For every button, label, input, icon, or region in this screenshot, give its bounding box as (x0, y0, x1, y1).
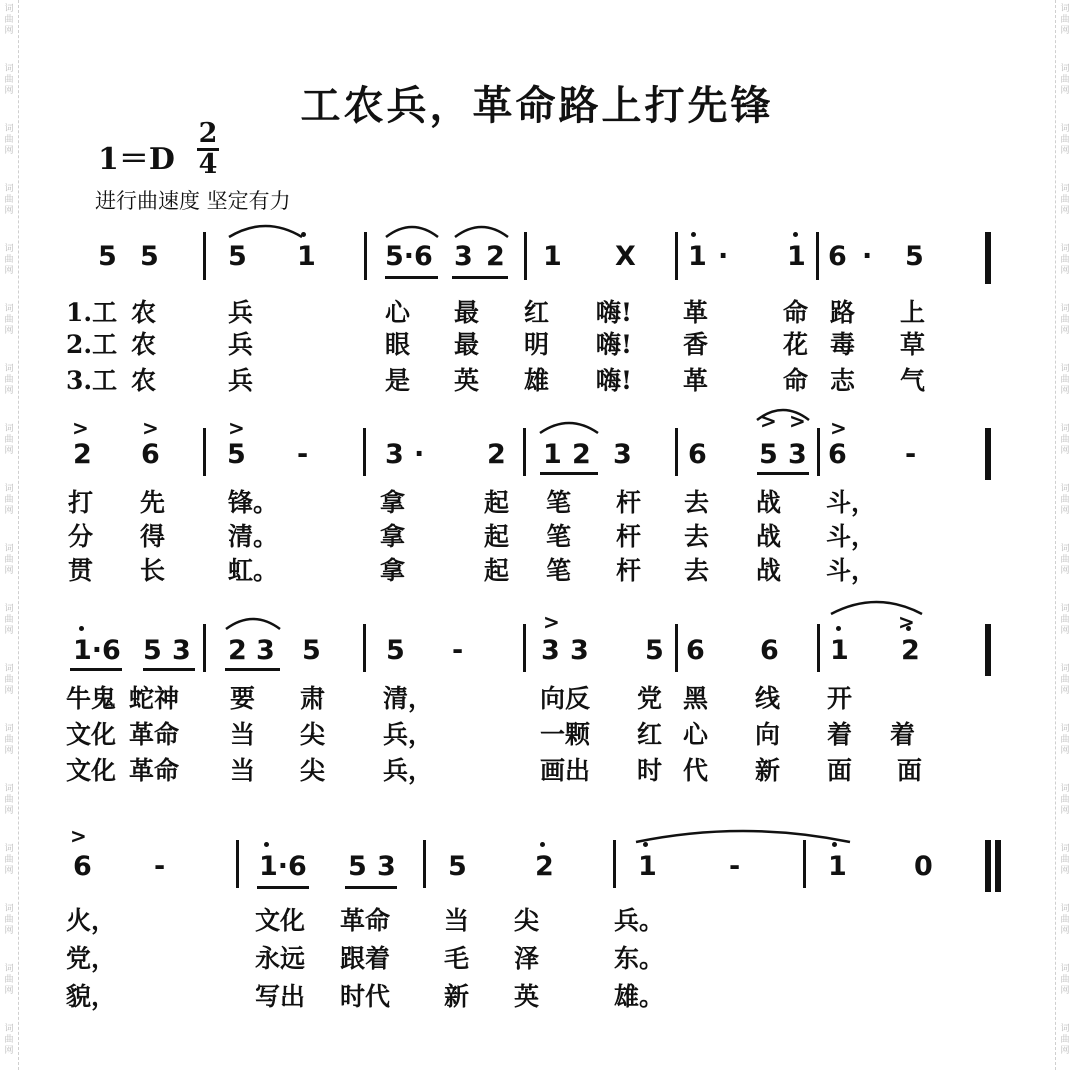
lyric-syllable: 长 (140, 556, 166, 585)
lyric-syllable: 尖 (514, 906, 540, 935)
lyric-syllable: 是 (385, 366, 411, 395)
accent-mark: > (898, 610, 915, 634)
barline (203, 232, 206, 280)
watermark-text: 词曲网 (1060, 364, 1070, 396)
watermark-text: 词曲网 (4, 424, 14, 456)
watermark-text: 词曲网 (4, 304, 14, 336)
lyric-syllable: 面 (897, 756, 923, 785)
lyric-syllable: 兵。 (614, 906, 665, 935)
lyric-syllable: 去 (684, 488, 710, 517)
barline (363, 624, 366, 672)
note: 5·6 (385, 241, 433, 272)
lyric-syllable: 锋。 (228, 488, 279, 517)
note: · (718, 241, 729, 272)
lyric-syllable: 革命 (129, 756, 180, 785)
lyric-syllable: 笔 (546, 522, 572, 551)
lyric-syllable: 着 (827, 720, 853, 749)
lyric-syllable: 要 (230, 684, 256, 713)
octave-dot (643, 842, 648, 847)
lyric-syllable: 党， (66, 944, 117, 973)
watermark-text: 词曲网 (1060, 604, 1070, 636)
note: 5 (759, 439, 778, 470)
time-denominator: 4 (198, 149, 218, 180)
tempo-marking: 进行曲速度 坚定有力 (95, 189, 291, 213)
lyric-syllable: 开 (827, 684, 853, 713)
lyric-syllable: 永远 (255, 944, 306, 973)
barline (524, 232, 527, 280)
lyric-syllable: 英 (454, 366, 480, 395)
note: 6 (828, 439, 847, 470)
lyric-syllable: 战 (756, 488, 782, 517)
octave-dot (832, 842, 837, 847)
lyric-syllable: 一颗 (540, 720, 591, 749)
barline (423, 840, 426, 888)
note: 3 (788, 439, 807, 470)
note: 1·6 (73, 635, 121, 666)
barline (523, 624, 526, 672)
accent-mark: > (228, 416, 245, 440)
lyric-syllable: 香 (683, 330, 709, 359)
slur-arc (386, 227, 438, 237)
barline (985, 624, 991, 676)
watermark-text: 词曲网 (1060, 64, 1070, 96)
lyric-syllable: 写出 (255, 982, 306, 1011)
beam-underline (345, 886, 397, 889)
lyric-syllable: 革命 (129, 720, 180, 749)
lyric-syllable: 兵 (228, 366, 254, 395)
watermark-text: 词曲网 (4, 1024, 14, 1056)
watermark-text: 词曲网 (4, 964, 14, 996)
accent-mark: > (830, 416, 847, 440)
barline (816, 232, 819, 280)
slur-arc (229, 226, 302, 237)
watermark-text: 词曲网 (1060, 904, 1070, 936)
lyric-syllable: 兵 (228, 298, 254, 327)
song-title: 工农兵，革命路上打先锋 (300, 82, 774, 129)
lyric-syllable: 文化 (66, 756, 117, 785)
lyric-syllable: 起 (484, 556, 510, 585)
watermark-text: 词曲网 (4, 64, 14, 96)
note: 1 (830, 635, 849, 666)
note: 2 (486, 241, 505, 272)
beam-underline (385, 276, 438, 279)
lyric-syllable: 路 (830, 298, 856, 327)
beam-underline (143, 668, 195, 671)
lyric-syllable: 向反 (540, 684, 591, 713)
note: 3 (570, 635, 589, 666)
lyric-syllable: 红 (637, 720, 663, 749)
watermark-text: 词曲网 (1060, 4, 1070, 36)
lyric-syllable: 草 (900, 330, 926, 359)
lyric-syllable: 志 (830, 366, 856, 395)
lyric-syllable: 蛇神 (129, 684, 180, 713)
watermark-text: 词曲网 (1060, 184, 1070, 216)
lyric-syllable: 红 (524, 298, 550, 327)
watermark-text: 词曲网 (1060, 124, 1070, 156)
note: 3 (541, 635, 560, 666)
watermark-text: 词曲网 (4, 124, 14, 156)
lyric-syllable: 战 (756, 522, 782, 551)
note: 2 (487, 439, 506, 470)
watermark-text: 词曲网 (4, 784, 14, 816)
lyric-syllable: 眼 (385, 330, 411, 359)
lyric-syllable: 心 (385, 298, 411, 327)
octave-dot (691, 232, 696, 237)
lyric-syllable: 跟着 (340, 944, 391, 973)
lyric-syllable: 着 (890, 720, 916, 749)
note: 3 (613, 439, 632, 470)
watermark-text: 词曲网 (1060, 1024, 1070, 1056)
slur-arc (455, 227, 508, 237)
note: 3 (385, 439, 404, 470)
note: 5 (98, 241, 117, 272)
lyric-syllable: 命 (783, 298, 809, 327)
lyric-syllable: 笔 (546, 556, 572, 585)
lyric-syllable: 当 (230, 756, 256, 785)
lyric-syllable: 3.工 (66, 366, 118, 395)
note: 1 (543, 241, 562, 272)
note: 5 (227, 439, 246, 470)
lyric-syllable: 斗， (826, 488, 877, 517)
beam-underline (540, 472, 598, 475)
slur-arc (226, 619, 280, 629)
note: 1 (787, 241, 806, 272)
lyric-syllable: 尖 (300, 756, 326, 785)
lyric-syllable: 拿 (380, 556, 406, 585)
lyric-syllable: 新 (444, 982, 470, 1011)
watermark-text: 词曲网 (4, 364, 14, 396)
lyric-syllable: 最 (454, 330, 480, 359)
lyric-syllable: 英 (514, 982, 540, 1011)
barline (364, 232, 367, 280)
watermark-text: 词曲网 (4, 544, 14, 576)
lyric-syllable: 面 (827, 756, 853, 785)
note: 1·6 (259, 851, 307, 882)
lyric-syllable: 嗨! (596, 330, 632, 359)
accent-mark: > (543, 610, 560, 634)
note: 5 (386, 635, 405, 666)
note: 6 (686, 635, 705, 666)
watermark-text: 词曲网 (4, 244, 14, 276)
note: 3 (256, 635, 275, 666)
barline (985, 840, 991, 892)
lyric-syllable: 当 (230, 720, 256, 749)
note: 1 (688, 241, 707, 272)
lyric-syllable: 拿 (380, 488, 406, 517)
lyric-syllable: 农 (131, 298, 157, 327)
barline (985, 428, 991, 480)
note: · (862, 241, 873, 272)
barline (613, 840, 616, 888)
note: 3 (377, 851, 396, 882)
note: 2 (73, 439, 92, 470)
beam-underline (757, 472, 809, 475)
note: 1 (543, 439, 562, 470)
watermark-text: 词曲网 (1060, 724, 1070, 756)
time-signature (197, 120, 219, 179)
lyric-syllable: 尖 (300, 720, 326, 749)
lyric-syllable: 画出 (540, 756, 591, 785)
note: 2 (901, 635, 920, 666)
lyric-syllable: 分 (68, 522, 94, 551)
lyric-syllable: 线 (755, 684, 781, 713)
watermark-text: 词曲网 (1060, 304, 1070, 336)
lyric-syllable: 去 (684, 522, 710, 551)
beam-underline (257, 886, 309, 889)
lyric-syllable: 先 (140, 488, 166, 517)
lyric-syllable: 2.工 (66, 330, 118, 359)
note: X (615, 241, 636, 272)
lyric-syllable: 上 (900, 298, 926, 327)
lyric-syllable: 代 (683, 756, 709, 785)
watermark-text: 词曲网 (1060, 964, 1070, 996)
lyric-syllable: 貌， (66, 982, 117, 1011)
note: 3 (172, 635, 191, 666)
lyric-syllable: 起 (484, 488, 510, 517)
lyric-syllable: 兵， (383, 720, 434, 749)
lyric-syllable: 雄。 (614, 982, 665, 1011)
accent-mark: > (760, 409, 777, 433)
lyric-syllable: 明 (524, 330, 550, 359)
barline (203, 624, 206, 672)
note: 5 (302, 635, 321, 666)
watermark-text: 词曲网 (1060, 484, 1070, 516)
lyric-syllable: 笔 (546, 488, 572, 517)
accent-mark: > (72, 416, 89, 440)
note: 6 (760, 635, 779, 666)
lyric-syllable: 拿 (380, 522, 406, 551)
lyric-syllable: 杆 (616, 488, 642, 517)
lyric-syllable: 清， (383, 684, 434, 713)
watermark-text: 词曲网 (4, 724, 14, 756)
note: 2 (572, 439, 591, 470)
lyric-syllable: 贯 (68, 556, 94, 585)
lyric-syllable: 肃 (300, 684, 326, 713)
barline (523, 428, 526, 476)
accent-mark: > (142, 416, 159, 440)
lyric-syllable: 文化 (66, 720, 117, 749)
note: 5 (143, 635, 162, 666)
barline (985, 232, 991, 284)
watermark-text: 词曲网 (1060, 664, 1070, 696)
lyric-syllable: 斗， (826, 556, 877, 585)
note: - (452, 635, 464, 666)
lyric-syllable: 党 (637, 684, 663, 713)
watermark-text: 词曲网 (1060, 784, 1070, 816)
lyric-syllable: 向 (755, 720, 781, 749)
lyric-syllable: 泽 (514, 944, 540, 973)
note: 5 (228, 241, 247, 272)
accent-mark: > (789, 409, 806, 433)
lyric-syllable: 1.工 (66, 298, 118, 327)
lyric-syllable: 黑 (683, 684, 709, 713)
note: - (297, 439, 309, 470)
note: 1 (638, 851, 657, 882)
lyric-syllable: 兵 (228, 330, 254, 359)
beam-underline (225, 668, 280, 671)
lyric-syllable: 斗， (826, 522, 877, 551)
note: 5 (140, 241, 159, 272)
watermark-text: 词曲网 (1060, 544, 1070, 576)
lyric-syllable: 花 (783, 330, 809, 359)
note: 1 (297, 241, 316, 272)
note: - (154, 851, 166, 882)
note: 1 (828, 851, 847, 882)
note: - (729, 851, 741, 882)
octave-dot (540, 842, 545, 847)
lyric-syllable: 农 (131, 330, 157, 359)
note: 5 (645, 635, 664, 666)
lyric-syllable: 毒 (830, 330, 856, 359)
watermark-text: 词曲网 (4, 844, 14, 876)
lyric-syllable: 清。 (228, 522, 279, 551)
octave-dot (836, 626, 841, 631)
watermark-text: 词曲网 (4, 484, 14, 516)
octave-dot (301, 232, 306, 237)
note: 0 (914, 851, 933, 882)
lyric-syllable: 气 (900, 366, 926, 395)
barline (675, 232, 678, 280)
barline (817, 624, 820, 672)
barline (803, 840, 806, 888)
lyric-syllable: 起 (484, 522, 510, 551)
accent-mark: > (70, 824, 87, 848)
key-signature: 1＝D (98, 142, 175, 177)
lyric-syllable: 革命 (340, 906, 391, 935)
lyric-syllable: 得 (140, 522, 166, 551)
note: 6 (73, 851, 92, 882)
lyric-syllable: 嗨! (596, 366, 632, 395)
barline (995, 840, 1001, 892)
note: · (414, 439, 425, 470)
watermark-text: 词曲网 (4, 664, 14, 696)
lyric-syllable: 新 (755, 756, 781, 785)
lyric-syllable: 战 (756, 556, 782, 585)
note: 5 (448, 851, 467, 882)
lyric-syllable: 杆 (616, 522, 642, 551)
lyric-syllable: 去 (684, 556, 710, 585)
beam-underline (452, 276, 508, 279)
lyric-syllable: 最 (454, 298, 480, 327)
note: 6 (828, 241, 847, 272)
watermark-text: 词曲网 (4, 184, 14, 216)
slur-arc (636, 831, 850, 842)
beam-underline (70, 668, 122, 671)
note: 6 (141, 439, 160, 470)
lyric-syllable: 兵， (383, 756, 434, 785)
barline (817, 428, 820, 476)
barline (203, 428, 206, 476)
note: 5 (348, 851, 367, 882)
lyric-syllable: 心 (683, 720, 709, 749)
lyric-syllable: 时 (637, 756, 663, 785)
note: 3 (454, 241, 473, 272)
octave-dot (793, 232, 798, 237)
lyric-syllable: 命 (783, 366, 809, 395)
barline (675, 428, 678, 476)
note: 5 (905, 241, 924, 272)
watermark-text: 词曲网 (4, 904, 14, 936)
lyric-syllable: 虹。 (228, 556, 279, 585)
barline (236, 840, 239, 888)
barline (363, 428, 366, 476)
lyric-syllable: 毛 (444, 944, 470, 973)
lyric-syllable: 火， (66, 906, 117, 935)
time-numerator: 2 (198, 118, 218, 149)
octave-dot (264, 842, 269, 847)
octave-dot (79, 626, 84, 631)
barline (675, 624, 678, 672)
watermark-text: 词曲网 (1060, 424, 1070, 456)
watermark-text: 词曲网 (4, 604, 14, 636)
lyric-syllable: 农 (131, 366, 157, 395)
note: 2 (535, 851, 554, 882)
lyric-syllable: 革 (683, 298, 709, 327)
lyric-syllable: 当 (444, 906, 470, 935)
lyric-syllable: 牛鬼 (66, 684, 117, 713)
lyric-syllable: 嗨! (596, 298, 632, 327)
lyric-syllable: 文化 (255, 906, 306, 935)
lyric-syllable: 东。 (614, 944, 665, 973)
lyric-syllable: 杆 (616, 556, 642, 585)
watermark-text: 词曲网 (1060, 244, 1070, 276)
lyric-syllable: 革 (683, 366, 709, 395)
watermark-text: 词曲网 (4, 4, 14, 36)
slur-arc (540, 423, 598, 433)
lyric-syllable: 打 (68, 488, 94, 517)
note: 2 (228, 635, 247, 666)
lyric-syllable: 雄 (524, 366, 550, 395)
note: - (905, 439, 917, 470)
watermark-text: 词曲网 (1060, 844, 1070, 876)
note: 6 (688, 439, 707, 470)
lyric-syllable: 时代 (340, 982, 391, 1011)
